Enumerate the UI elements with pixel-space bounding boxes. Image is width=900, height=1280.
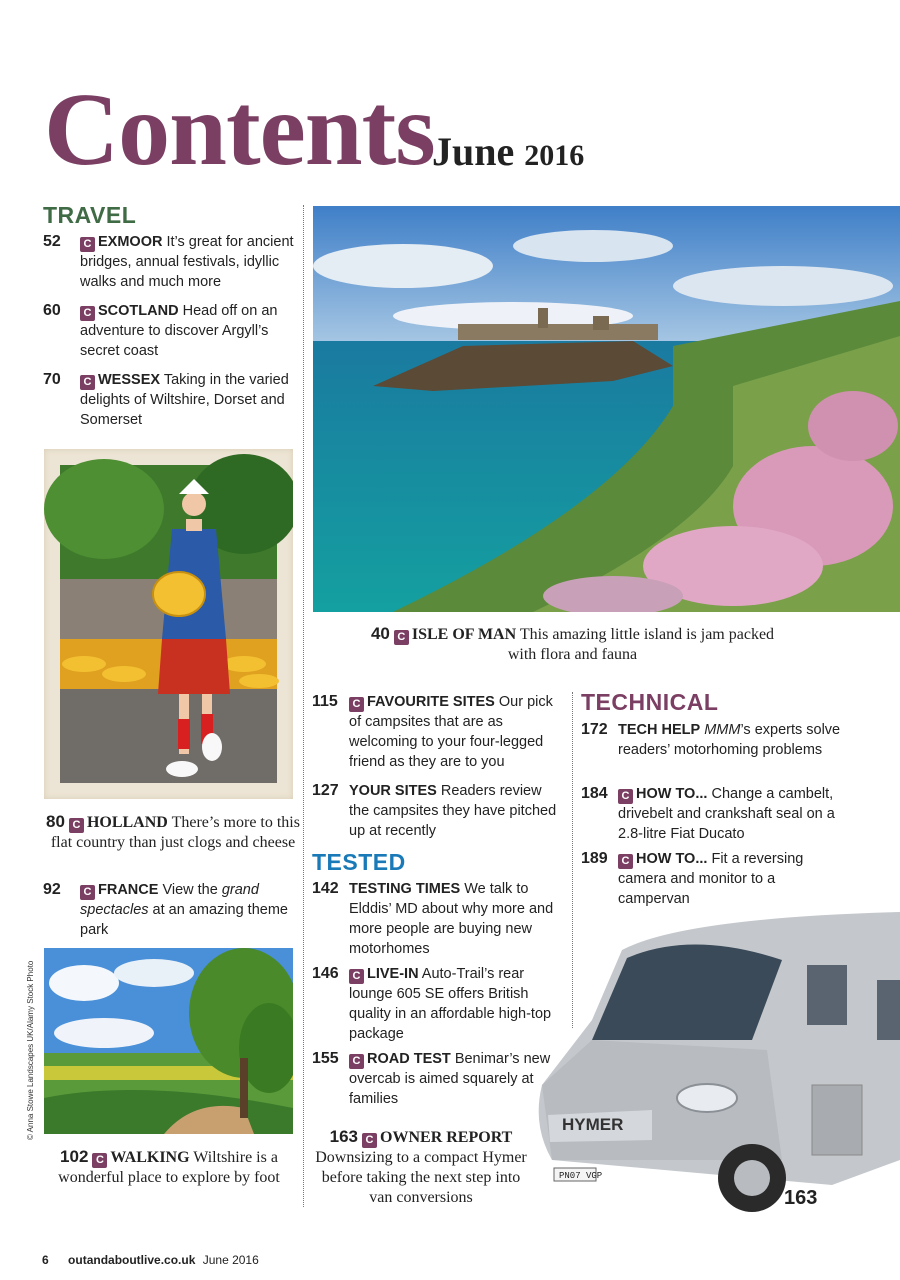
holland-caption[interactable] (44, 812, 302, 853)
page-number: 52 (43, 233, 61, 250)
entry-heading: WESSEX (98, 372, 161, 388)
column-divider (303, 205, 304, 1207)
entry-heading: WALKING (110, 1149, 190, 1166)
travel-entry-wessex[interactable] (43, 370, 295, 430)
page-number: 115 (312, 693, 338, 710)
van-brand-logo: HYMER (562, 1115, 624, 1134)
walking-caption[interactable] (44, 1147, 294, 1188)
entry-heading: FAVOURITE SITES (367, 694, 495, 710)
entry-text: Readers review the campsites they have pitched up at recently (349, 783, 557, 839)
section-travel-heading: TRAVEL (43, 202, 137, 228)
entry-heading: HOLLAND (86, 814, 168, 831)
road-test-entry[interactable] (312, 1049, 565, 1109)
issue-date (432, 129, 585, 174)
live-in-entry[interactable] (312, 964, 565, 1044)
entry-text: Fit a reversing camera and monitor to a campervan (618, 851, 804, 907)
entry-heading: HOW TO... (636, 786, 708, 802)
page-footer (42, 1253, 259, 1267)
how-to-cambelt-entry[interactable] (581, 784, 849, 844)
entry-heading: TECH HELP (618, 722, 701, 738)
walking-photo[interactable] (44, 948, 293, 1134)
entry-heading: TESTING TIMES (349, 881, 461, 897)
page-number: 80 (46, 812, 65, 831)
entry-heading: ISLE OF MAN (411, 626, 517, 643)
holland-photo[interactable] (44, 449, 293, 799)
page-number: 184 (581, 785, 608, 802)
photo-credit: © Anna Stowe Landscapes UK/Alamy Stock Photo (26, 960, 35, 1140)
entry-heading: ROAD TEST (367, 1051, 451, 1067)
c-badge-icon: C (80, 375, 95, 390)
c-badge-icon: C (349, 1054, 364, 1069)
entry-heading: OWNER REPORT (380, 1129, 513, 1146)
entry-text: Benimar’s new overcab is aimed squarely at families (349, 1051, 551, 1107)
issue-month: June (432, 129, 515, 174)
page-number: 163 (329, 1127, 359, 1146)
france-entry[interactable] (43, 880, 295, 940)
page-number: 155 (312, 1050, 339, 1067)
holland-photo-image (44, 449, 293, 799)
entry-text: View the (162, 882, 218, 898)
c-badge-icon: C (394, 630, 409, 645)
page-number: 40 (370, 624, 390, 643)
page-number: 146 (312, 965, 339, 982)
entry-heading: HOW TO... (636, 851, 708, 867)
travel-entry-scotland[interactable] (43, 301, 295, 361)
your-sites-entry[interactable] (312, 781, 565, 841)
entry-text: Wiltshire is a wonderful place to explore by foot (58, 1149, 280, 1186)
entry-text: Our pick of campsites that are as welcoming to your four-legged friend as they are to you (349, 694, 553, 770)
entry-text: It’s great for ancient bridges, annual festivals, idyllic walks and much more (80, 234, 294, 290)
entry-text: There’s more to this flat country than just clogs and cheese (50, 814, 300, 851)
favourite-sites-entry[interactable] (312, 692, 565, 772)
entry-heading: FRANCE (98, 882, 159, 898)
c-badge-icon: C (69, 818, 84, 833)
motorhome-photo[interactable] (532, 910, 900, 1226)
testing-times-entry[interactable] (312, 879, 565, 959)
travel-entry-exmoor[interactable] (43, 232, 295, 292)
isle-of-man-photo-image (313, 206, 900, 612)
footer-website[interactable]: outandaboutlive.co.uk (68, 1253, 196, 1267)
walking-photo-image (44, 948, 293, 1134)
c-badge-icon: C (80, 885, 95, 900)
c-badge-icon: C (80, 306, 95, 321)
page-number: 70 (43, 371, 61, 388)
entry-text: Change a cambelt, drivebelt and crankshaft seal on a 2.8-litre Fiat Ducato (618, 786, 835, 842)
entry-heading: LIVE-IN (367, 966, 419, 982)
entry-heading: YOUR SITES (349, 783, 437, 799)
issue-year: 2016 (524, 139, 585, 172)
entry-text: Auto-Trail’s rear lounge 605 SE offers British quality in an affordable high-top package (349, 966, 552, 1042)
tech-help-entry[interactable] (581, 720, 849, 760)
footer-issue: June 2016 (202, 1253, 259, 1267)
entry-text: This amazing little island is jam packed with flora and fauna (507, 626, 775, 663)
section-technical-heading: TECHNICAL (581, 689, 719, 715)
entry-text-italic: grand spectacles (80, 882, 259, 918)
c-badge-icon: C (80, 237, 95, 252)
c-badge-icon: C (349, 969, 364, 984)
how-to-camera-entry[interactable] (581, 849, 849, 909)
entry-text: Head off on an adventure to discover Argyll’s secret coast (80, 303, 278, 359)
isle-of-man-photo[interactable] (313, 206, 900, 612)
entry-heading: EXMOOR (98, 234, 163, 250)
page-number: 142 (312, 880, 339, 897)
c-badge-icon: C (92, 1153, 107, 1168)
c-badge-icon: C (362, 1133, 377, 1148)
van-page-number: 163 (784, 1187, 818, 1209)
entry-text: Taking in the varied delights of Wiltshire, Dorset and Somerset (80, 372, 289, 428)
entry-text: ’s experts solve readers’ motorhoming problems (618, 722, 841, 758)
motorhome-photo-image (532, 910, 900, 1226)
footer-page-number: 6 (42, 1253, 49, 1267)
owner-report-caption[interactable] (312, 1127, 530, 1208)
page-number: 60 (43, 302, 61, 319)
c-badge-icon: C (349, 697, 364, 712)
entry-text: We talk to Elddis’ MD about why more and more people are buying new motorhomes (349, 881, 554, 957)
c-badge-icon: C (618, 854, 633, 869)
entry-heading: SCOTLAND (98, 303, 179, 319)
license-plate: PN07 VGP (559, 1171, 603, 1181)
entry-text: at an amazing theme park (80, 902, 288, 938)
entry-text: Downsizing to a compact Hymer before taking the next step into van conversions (315, 1149, 527, 1206)
c-badge-icon: C (618, 789, 633, 804)
page-number: 92 (43, 881, 61, 898)
page-number: 172 (581, 721, 608, 738)
page-number: 189 (581, 850, 608, 867)
isle-of-man-caption[interactable] (365, 624, 780, 665)
page-number: 127 (312, 782, 339, 799)
page-number: 102 (60, 1147, 89, 1166)
page-title: Contents (44, 72, 435, 187)
entry-text-italic: MMM (704, 722, 741, 738)
section-tested-heading: TESTED (312, 849, 406, 875)
